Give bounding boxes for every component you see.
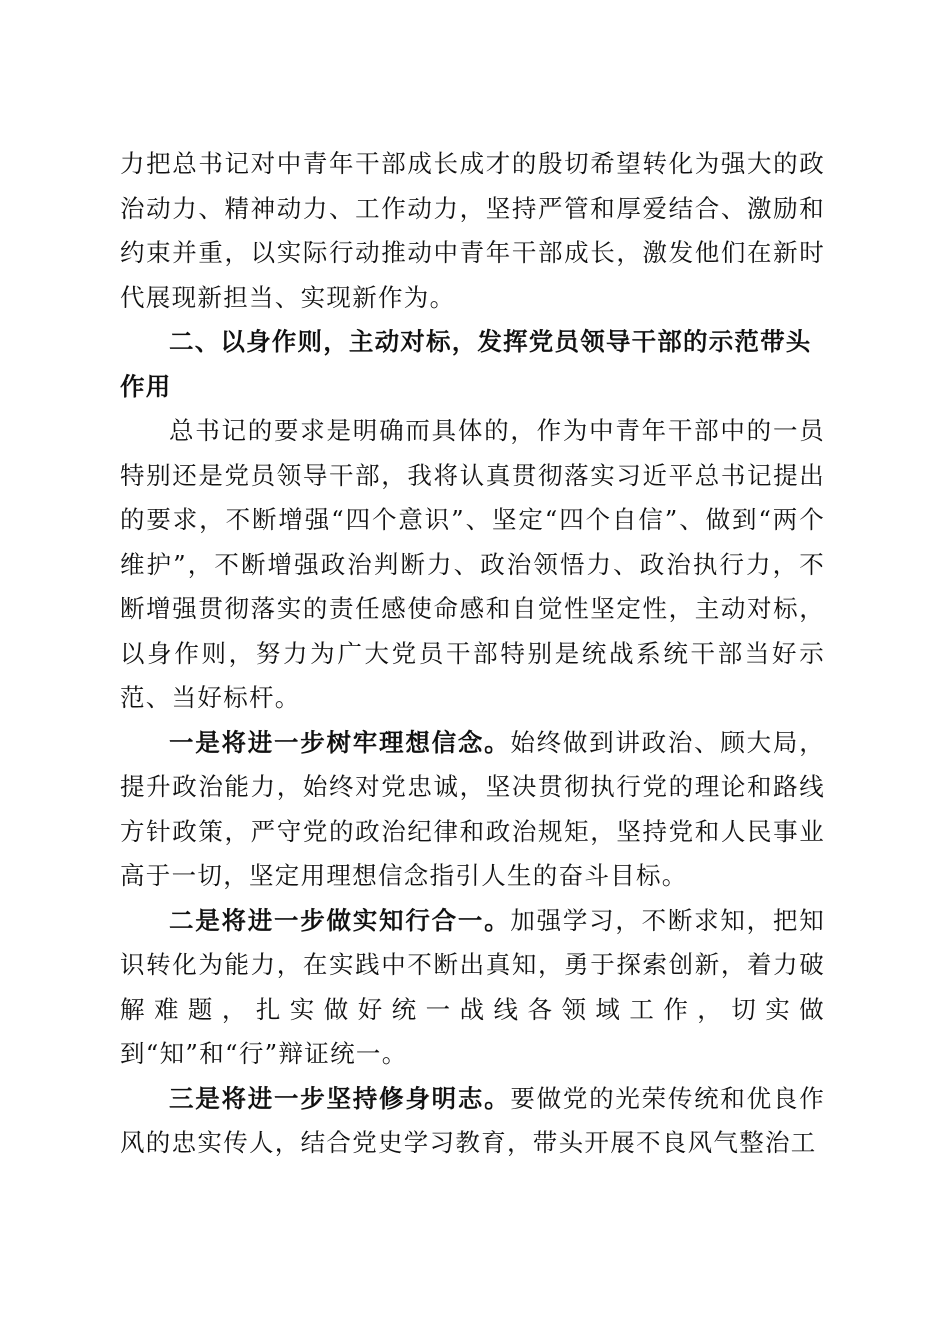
paragraph-text: 总书记的要求是明确而具体的，作为中青年干部中的一员特别还是党员领导干部，我将认真贯彻落实习近平总书记提出的要求，不断增强“四个意识”、坚定“四个自信”、做到“两个维护”，不断增强政治判断力、政治领悟力、政治执行力，不断增强贯彻落实的责任感使命感和自觉性坚定性，主动对标，以身作则，努力为广大党员干部特别是统战系统干部当好示范、当好标杆。	[120, 416, 825, 712]
paragraph-text: 要做党的光荣传统和优良作风的忠实传人，结合党史学习教育，带头开展不良风气整治工	[120, 1083, 825, 1157]
paragraph-text: 力把总书记对中青年干部成长成才的殷切希望转化为强大的政治动力、精神动力、工作动力，坚持严管和厚爱结合、激励和约束并重，以实际行动推动中青年干部成长，激发他们在新时代展现新担当、实现新作为。	[120, 149, 825, 312]
paragraph-text: 始终做到讲政治、顾大局，提升政治能力，始终对党忠诚，坚决贯彻执行党的理论和路线方针政策，严守党的政治纪律和政治规矩，坚持党和人民事业高于一切，坚定用理想信念指引人生的奋斗目标。	[120, 727, 825, 890]
point-lead: 二是将进一步做实知行合一。	[169, 905, 511, 935]
paragraph-point-1	[120, 721, 825, 899]
document-body	[120, 142, 825, 1166]
section-heading-text: 二、以身作则，主动对标，发挥党员领导干部的示范带头作用	[120, 327, 812, 401]
paragraph-text: 加强学习，不断求知，把知识转化为能力，在实践中不断出真知，勇于探索创新，着力破解难题，扎实做好统一战线各领域工作，切实做到“知”和“行”辩证统一。	[120, 905, 825, 1068]
section-heading	[120, 320, 825, 409]
paragraph-continuation	[120, 142, 825, 320]
point-lead: 一是将进一步树牢理想信念。	[169, 727, 511, 757]
paragraph-intro	[120, 409, 825, 721]
paragraph-point-2	[120, 899, 825, 1077]
paragraph-point-3	[120, 1077, 825, 1166]
point-lead: 三是将进一步坚持修身明志。	[169, 1083, 511, 1113]
